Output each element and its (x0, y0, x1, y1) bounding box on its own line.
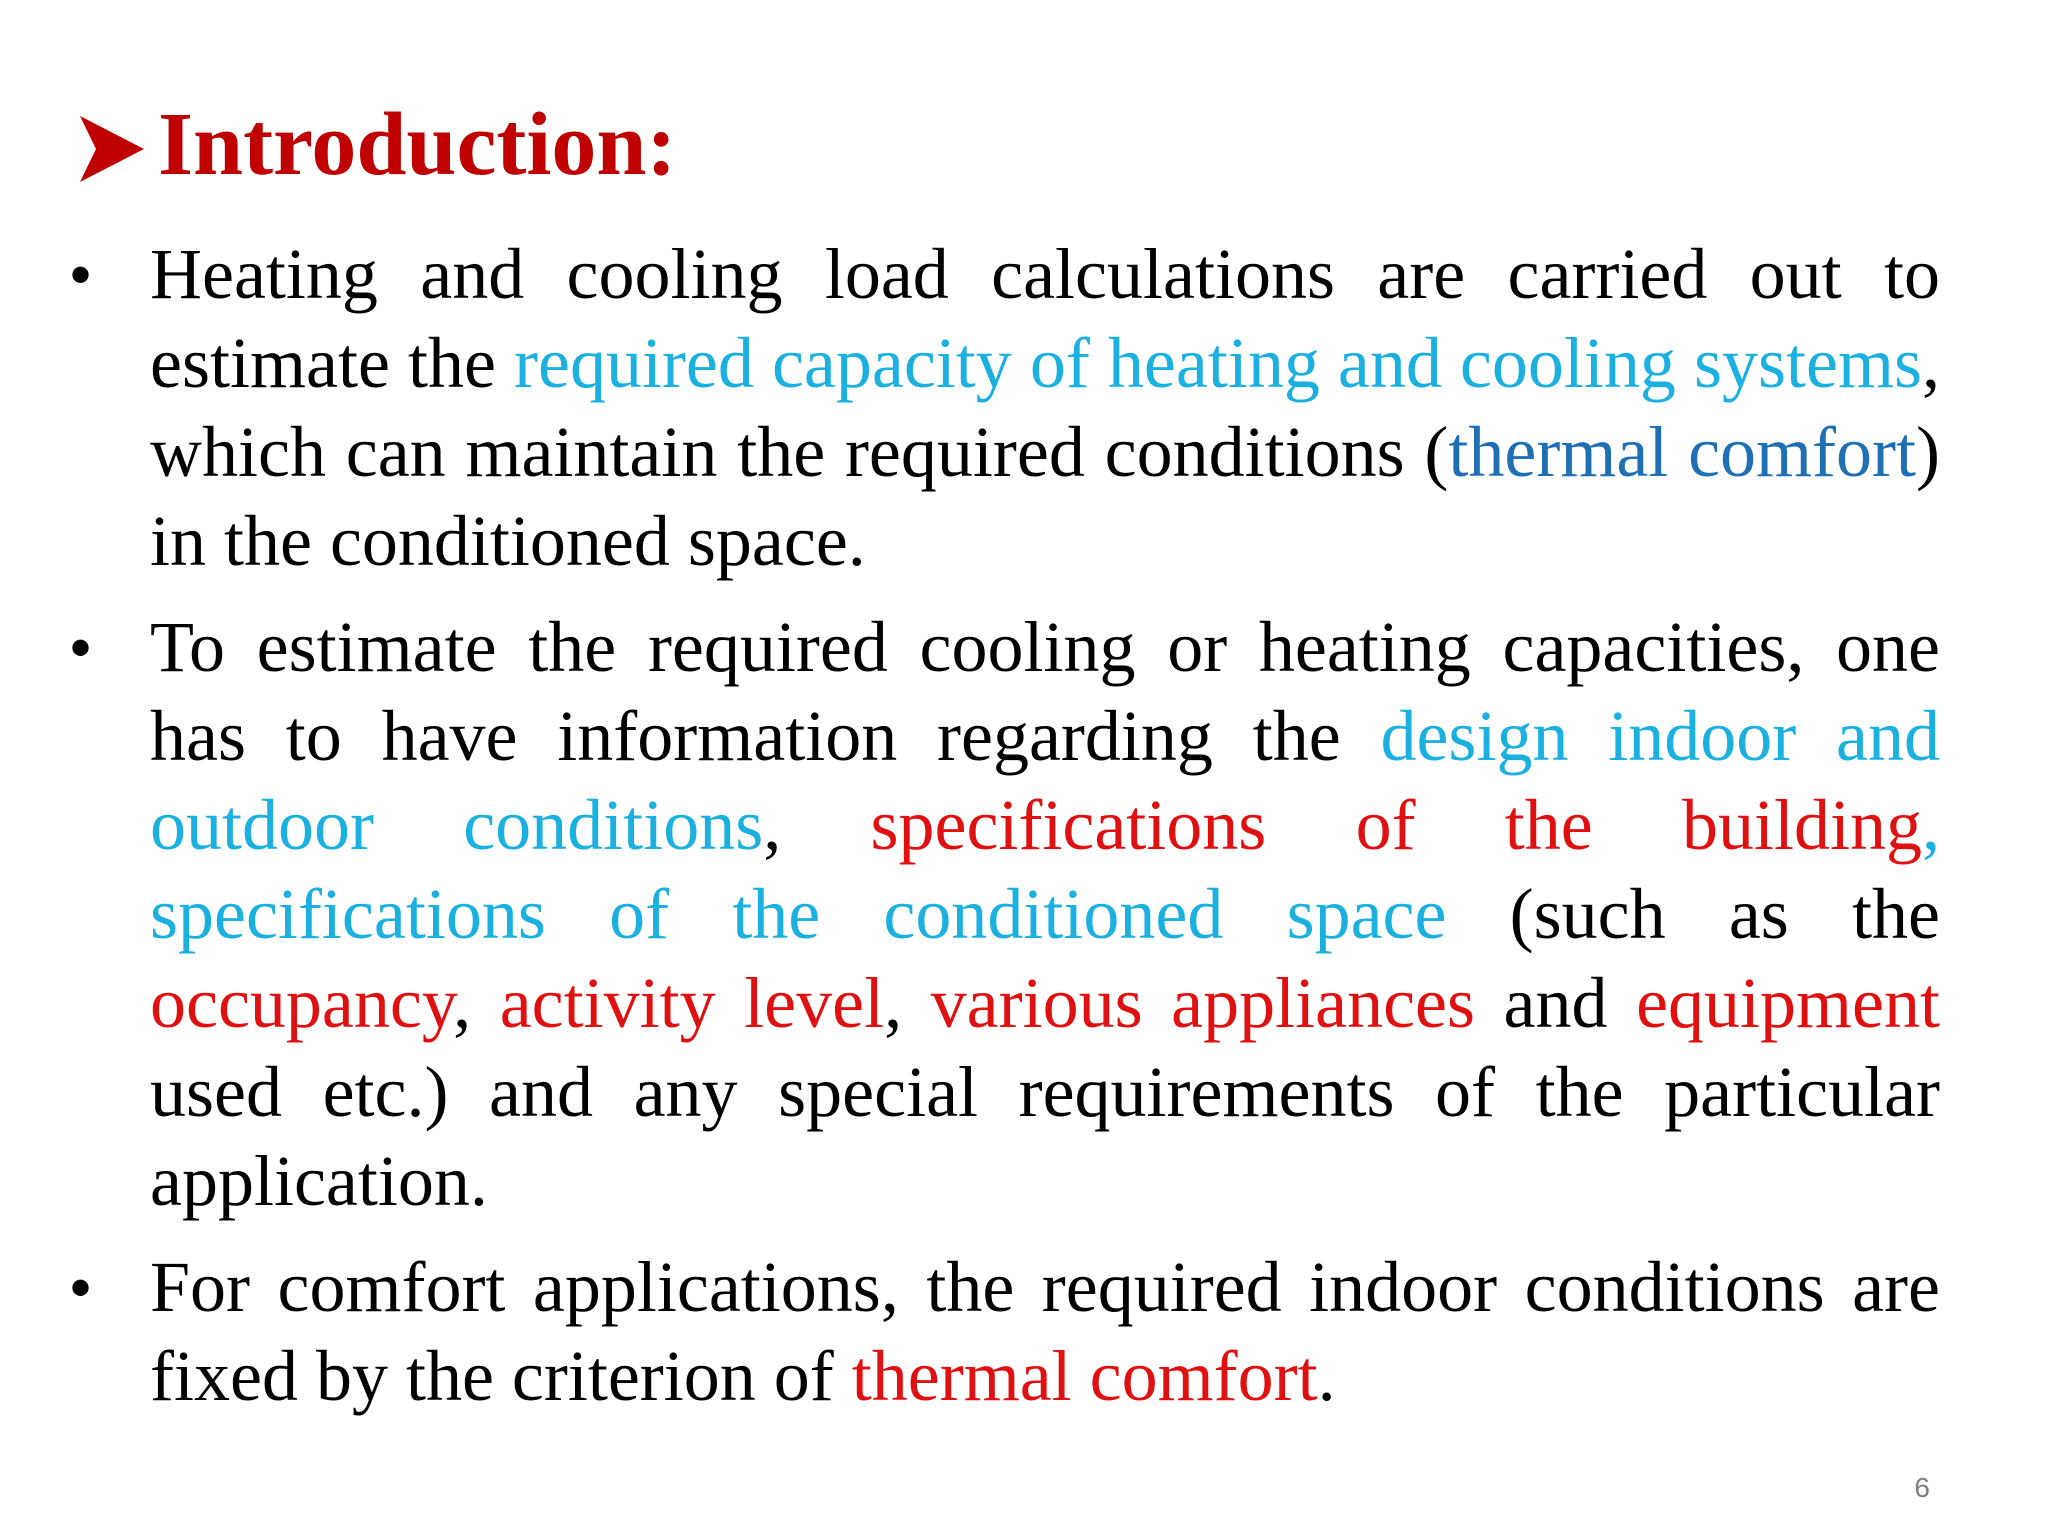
highlight-term: specifications of the building (870, 785, 1923, 865)
highlight-term: thermal comfort (1448, 412, 1917, 492)
highlight-term: required capacity of heating and cooling systems (514, 323, 1922, 403)
bullet-item-1: • Heating and cooling load calculations are carried out to estimate the required capacity of heating and cooling systems, which can maintain the required conditions (thermal comfort) in the conditioned space. (70, 230, 1940, 586)
highlight-term: design indoor and outdoor conditions (150, 696, 1940, 865)
highlight-term: activity level (499, 963, 885, 1043)
bullet-dot-icon: • (70, 1254, 92, 1321)
highlight-term: thermal comfort (851, 1336, 1318, 1416)
arrow-bullet-icon (78, 110, 146, 180)
page-number: 6 (1914, 1472, 1930, 1503)
highlight-term: occupancy (150, 963, 454, 1043)
bullet-item-3: • For comfort applications, the required indoor conditions are fixed by the criterion of thermal comfort. (70, 1243, 1940, 1421)
bullet-list (70, 230, 1940, 1438)
bullet-item-2: • To estimate the required cooling or heating capacities, one has to have information regarding the design indoor and outdoor conditions, specifications of the building, specifications of the conditioned space (such as the occupancy, activity level, various appliances and equipment used etc.) and any special requirements of the particular application. (70, 603, 1940, 1226)
slide-heading (78, 95, 677, 194)
heading-text: Introduction: (158, 95, 677, 194)
bullet-dot-icon: • (70, 614, 92, 681)
bullet-dot-icon: • (70, 241, 92, 308)
highlight-term: various appliances (930, 963, 1476, 1043)
highlight-term: specifications of the conditioned space (150, 874, 1447, 954)
highlight-term: equipment (1636, 963, 1940, 1043)
